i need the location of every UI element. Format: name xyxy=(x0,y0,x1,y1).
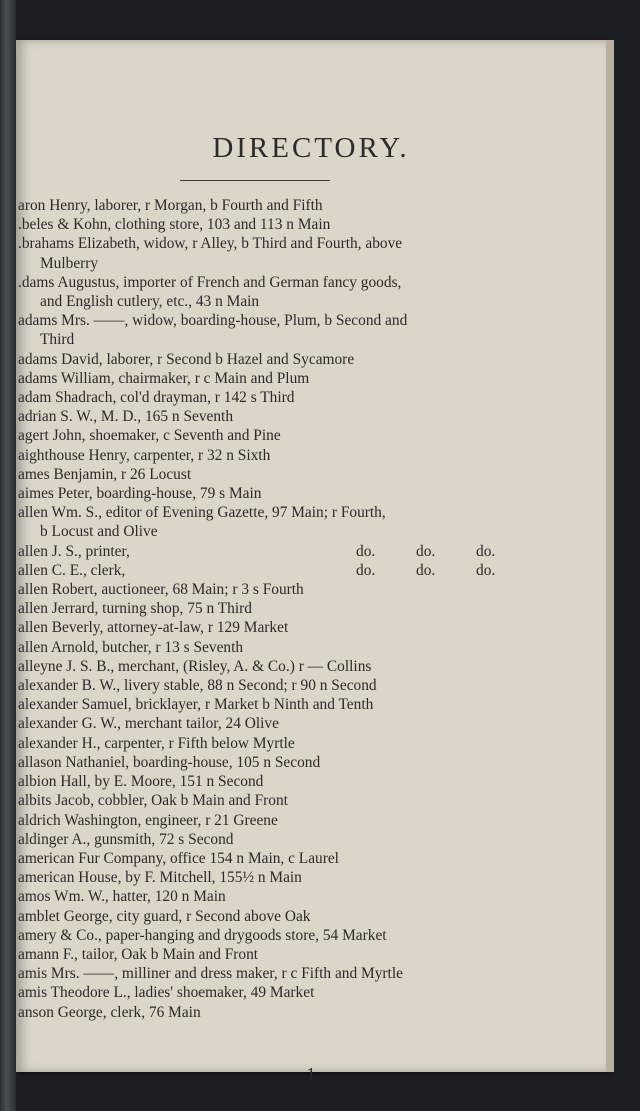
entry-text: adams William, chairmaker, r c Main and Plum xyxy=(18,369,310,387)
directory-entry xyxy=(16,676,606,695)
directory-entry xyxy=(16,273,606,292)
directory-entry xyxy=(16,234,606,253)
directory-entry xyxy=(16,561,606,580)
entry-text: amis Theodore L., ladies' shoemaker, 49 Market xyxy=(18,984,315,1002)
entry-text: aighthouse Henry, carpenter, r 32 n Sixth xyxy=(18,446,271,464)
entry-text: albion Hall, by E. Moore, 151 n Second xyxy=(18,773,264,791)
entry-continuation xyxy=(16,330,606,349)
entry-continuation xyxy=(16,292,606,311)
directory-entry xyxy=(16,695,606,714)
ditto-mark: do. xyxy=(356,542,376,560)
directory-entry xyxy=(16,714,606,733)
entry-text: alexander G. W., merchant tailor, 24 Olive xyxy=(18,715,279,733)
entry-text: Mulberry xyxy=(40,254,99,272)
directory-entry xyxy=(16,772,606,791)
ditto-mark: do. xyxy=(416,561,436,579)
directory-entry xyxy=(16,311,606,330)
entry-text: allen Arnold, butcher, r 13 s Seventh xyxy=(18,638,244,656)
directory-entry xyxy=(16,503,606,522)
directory-entry xyxy=(16,350,606,369)
entry-text: amos Wm. W., hatter, 120 n Main xyxy=(18,888,226,906)
directory-entry xyxy=(16,907,606,926)
entry-text: allen C. E., clerk, xyxy=(18,561,126,579)
directory-entry xyxy=(16,215,606,234)
entry-text: amann F., tailor, Oak b Main and Front xyxy=(18,945,259,963)
entry-text: alexander H., carpenter, r Fifth below Myrtle xyxy=(18,734,295,752)
entry-text: aimes Peter, boarding-house, 79 s Main xyxy=(18,485,262,503)
directory-entry xyxy=(16,407,606,426)
entry-continuation xyxy=(16,254,606,273)
entry-text: agert John, shoemaker, c Seventh and Pine xyxy=(18,427,281,445)
entry-text: allen Robert, auctioneer, 68 Main; r 3 s Fourth xyxy=(18,581,304,599)
entry-text: american House, by F. Mitchell, 155½ n Main xyxy=(18,869,302,887)
directory-entry xyxy=(16,830,606,849)
heading-rule xyxy=(180,180,330,181)
page-number: 1 xyxy=(306,1064,316,1084)
entry-text: adams David, laborer, r Second b Hazel and Sycamore xyxy=(18,350,355,368)
entry-text: Third xyxy=(40,331,75,349)
entry-text: amis Mrs. ——, milliner and dress maker, r c Fifth and Myrtle xyxy=(18,965,403,983)
entry-text: albits Jacob, cobbler, Oak b Main and Front xyxy=(18,792,288,810)
directory-entry xyxy=(16,388,606,407)
directory-entry xyxy=(16,484,606,503)
directory-entry xyxy=(16,868,606,887)
entry-text: american Fur Company, office 154 n Main, c Laurel xyxy=(18,849,339,867)
page-heading: DIRECTORY. xyxy=(212,132,410,164)
directory-entry xyxy=(16,542,606,561)
entry-text: aldrich Washington, engineer, r 21 Greene xyxy=(18,811,278,829)
entry-text: and English cutlery, etc., 43 n Main xyxy=(40,293,260,311)
ditto-mark: do. xyxy=(476,561,496,579)
directory-entry xyxy=(16,426,606,445)
directory-entry xyxy=(16,657,606,676)
entry-text: .beles & Kohn, clothing store, 103 and 113 n Main xyxy=(18,216,331,234)
entry-text: allason Nathaniel, boarding-house, 105 n Second xyxy=(18,753,321,771)
entry-text: b Locust and Olive xyxy=(40,523,158,541)
entry-text: anson George, clerk, 76 Main xyxy=(18,1003,201,1021)
entry-text: adam Shadrach, col'd drayman, r 142 s Third xyxy=(18,389,295,407)
directory-entry xyxy=(16,849,606,868)
entry-text: adrian S. W., M. D., 165 n Seventh xyxy=(18,408,234,426)
entry-text: adams Mrs. ——, widow, boarding-house, Plum, b Second and xyxy=(18,312,408,330)
entry-text: alexander Samuel, bricklayer, r Market b Ninth and Tenth xyxy=(18,696,374,714)
directory-entry xyxy=(16,580,606,599)
directory-entry xyxy=(16,945,606,964)
entry-text: alexander B. W., livery stable, 88 n Second; r 90 n Second xyxy=(18,677,377,695)
entry-text: aron Henry, laborer, r Morgan, b Fourth and Fifth xyxy=(18,197,323,214)
entry-text: .dams Augustus, importer of French and German fancy goods, xyxy=(18,273,402,291)
directory-entry xyxy=(16,599,606,618)
directory-entry xyxy=(16,811,606,830)
directory-entry xyxy=(16,1003,606,1022)
entry-text: allen Wm. S., editor of Evening Gazette, 97 Main; r Fourth, xyxy=(18,504,386,522)
ditto-mark: do. xyxy=(416,542,436,560)
directory-entry xyxy=(16,964,606,983)
ditto-mark: do. xyxy=(356,561,376,579)
directory-entry xyxy=(16,446,606,465)
directory-entry xyxy=(16,791,606,810)
entry-continuation xyxy=(16,522,606,541)
entry-text: ames Benjamin, r 26 Locust xyxy=(18,465,192,483)
directory-entry xyxy=(16,734,606,753)
directory-page xyxy=(16,40,606,1084)
directory-entry xyxy=(16,369,606,388)
directory-entry xyxy=(16,983,606,1002)
entry-text: .brahams Elizabeth, widow, r Alley, b Third and Fourth, above xyxy=(18,235,403,253)
entry-text: amblet George, city guard, r Second above Oak xyxy=(18,907,311,925)
directory-entry xyxy=(16,196,606,215)
entry-text: allen Beverly, attorney-at-law, r 129 Market xyxy=(18,619,289,637)
ditto-mark: do. xyxy=(476,542,496,560)
entry-text: allen Jerrard, turning shop, 75 n Third xyxy=(18,600,252,618)
directory-entry xyxy=(16,618,606,637)
directory-entry xyxy=(16,753,606,772)
directory-entry xyxy=(16,465,606,484)
page-edge xyxy=(606,40,614,1072)
directory-entry xyxy=(16,887,606,906)
entry-text: allen J. S., printer, xyxy=(18,542,130,560)
entry-text: aldinger A., gunsmith, 72 s Second xyxy=(18,830,234,848)
book-spine xyxy=(0,0,16,1111)
entry-text: amery & Co., paper-hanging and drygoods store, 54 Market xyxy=(18,926,387,944)
entry-text: alleyne J. S. B., merchant, (Risley, A. & Co.) r — Collins xyxy=(18,657,372,675)
directory-entry xyxy=(16,926,606,945)
directory-entries xyxy=(16,196,606,1022)
directory-entry xyxy=(16,638,606,657)
